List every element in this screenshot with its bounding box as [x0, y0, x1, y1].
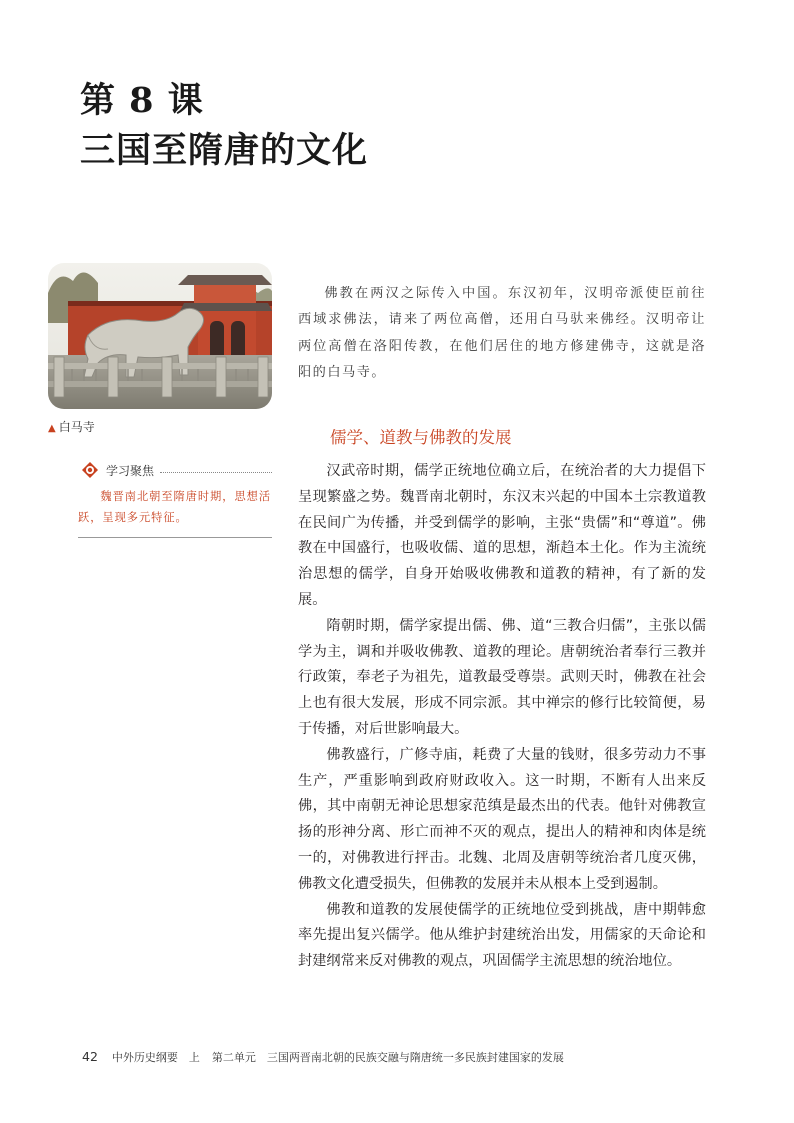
- page-number: 42: [82, 1049, 98, 1064]
- intro-passage: [298, 281, 706, 386]
- lesson-number: 第 8 课: [80, 80, 204, 121]
- body-paragraph: 汉武帝时期，儒学正统地位确立后，在统治者的大力提倡下呈现繁盛之势。魏晋南北朝时，东汉末兴起的中国本土宗教道教在民间广为传播，并受到儒学的影响，主张“贵儒”和“尊道”。佛教在中国盛行，也吸收儒、道的思想，渐趋本土化。作为主流统治思想的儒学，自身开始吸收佛教和道教的精神，有了新的发展。: [298, 463, 706, 608]
- page-footer: [82, 1049, 564, 1065]
- lesson-title: 三国至隋唐的文化: [80, 130, 369, 171]
- section-body: [298, 459, 706, 975]
- learning-focus-box: [78, 462, 272, 538]
- lesson-heading: [80, 76, 368, 176]
- learning-focus-rule: [78, 537, 272, 538]
- unit-title: 第二单元 三国两晋南北朝的民族交融与隋唐统一多民族封建国家的发展: [211, 1051, 564, 1064]
- baima-temple-photo: [48, 263, 272, 409]
- book-title: 中外历史纲要 上: [111, 1051, 200, 1064]
- body-paragraph: 佛教和道教的发展使儒学的正统地位受到挑战，唐中期韩愈率先提出复兴儒学。他从维护封建统治出发，用儒家的天命论和封建纲常来反对佛教的观点，巩固儒学主流思想的统治地位。: [298, 901, 706, 970]
- learning-focus-text: 魏晋南北朝至隋唐时期，思想活跃，呈现多元特征。: [78, 490, 272, 524]
- learning-focus-header: [78, 462, 272, 478]
- body-paragraph: 隋朝时期，儒学家提出儒、佛、道“三教合归儒”，主张以儒学为主，调和并吸收佛教、道教的理论。唐朝统治者奉行三教并行政策，奉老子为祖先，道教最受尊崇。武则天时，佛教在社会上也有很大发展，形成不同宗派。其中禅宗的修行比较简便，易于传播，对后世影响最大。: [298, 617, 706, 737]
- learning-focus-heading: 学习聚焦: [106, 463, 155, 478]
- triangle-up-icon: ▲: [48, 423, 56, 434]
- dotted-divider: [160, 472, 272, 473]
- intro-paragraph: 佛教在两汉之际传入中国。东汉初年，汉明帝派使臣前往西域求佛法，请来了两位高僧，还用白马驮来佛经。汉明帝让两位高僧在洛阳传教，在他们居住的地方修建佛寺，这就是洛阳的白马寺。: [298, 286, 706, 380]
- body-paragraph: 佛教盛行，广修寺庙，耗费了大量的钱财，很多劳动力不事生产，严重影响到政府财政收入。这一时期，不断有人出来反佛，其中南朝无神论思想家范缜是最杰出的代表。他针对佛教宣扬的形神分离、形亡而神不灭的观点，提出人的精神和肉体是统一的，对佛教进行抨击。北魏、北周及唐朝等统治者几度灭佛，佛教文化遭受损失，但佛教的发展并未从根本上受到遏制。: [298, 746, 706, 892]
- photo-caption-text: 白马寺: [58, 420, 95, 434]
- photo-caption: [48, 418, 95, 435]
- section-heading: 儒学、道教与佛教的发展: [330, 428, 512, 447]
- temple-illustration: [48, 263, 272, 409]
- focus-target-icon: [82, 462, 98, 478]
